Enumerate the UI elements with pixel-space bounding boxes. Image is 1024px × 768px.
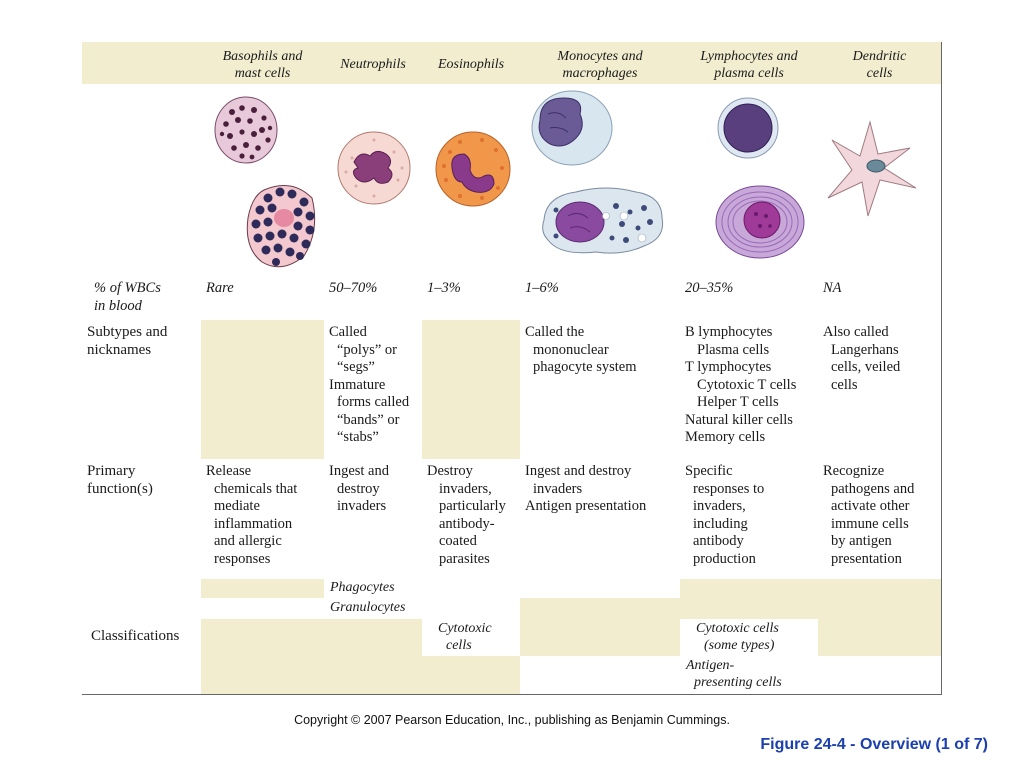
percent-neutrophils: 50–70%: [324, 276, 423, 321]
subtypes-basophils: [201, 320, 325, 460]
granulocytes-band: Granulocytes: [324, 598, 521, 620]
granulocytes-basophils: [201, 598, 325, 620]
granulocytes-rest: [520, 598, 681, 620]
subtypes-dendritic: Also called Langerhans cells, veiled cells: [818, 320, 942, 460]
figure-title: Figure 24-4 - Overview (1 of 7): [760, 736, 988, 753]
monocyte-and-macrophage-icon: [526, 88, 676, 274]
percent-dendritic: NA: [818, 276, 942, 321]
subtypes-monocytes: Called the mononuclear phagocyte system: [520, 320, 681, 460]
cytotoxic-monocytes: [520, 619, 681, 657]
function-monocytes: Ingest and destroy invaders Antigen presentation: [520, 459, 681, 580]
cytotoxic-basophils: [201, 619, 325, 657]
cytotoxic-lymphocytes: Cytotoxic cells (some types): [680, 619, 819, 657]
function-neutrophils: Ingest and destroy invaders: [324, 459, 423, 580]
granulocytes-lymphocytes: [680, 598, 819, 620]
dendritic-cell-icon: [822, 118, 920, 218]
header-monocytes: Monocytes and macrophages: [520, 42, 681, 85]
function-dendritic: Recognize pathogens and activate other immune cells by antigen presentation: [818, 459, 942, 580]
header-basophils: Basophils and mast cells: [201, 42, 325, 85]
header-neutrophils: Neutrophils: [324, 42, 423, 85]
subtypes-neutrophils: Called “polys” or “segs” Immature forms called “bands” or “stabs”: [324, 320, 423, 460]
header-corner: [82, 42, 202, 85]
header-dendritic: Dendritic cells: [818, 42, 942, 85]
phagocytes-basophils: [201, 579, 325, 599]
cytotoxic-dendritic: [818, 619, 942, 657]
lymphocyte-and-plasma-cell-icon: [710, 94, 810, 264]
antigen-neutrophils: [324, 656, 423, 695]
percent-eosinophils: 1–3%: [422, 276, 521, 321]
subtypes-lymphocytes: B lymphocytes Plasma cells T lymphocytes Cytotoxic T cells Helper T cells Natural killer cells Memory cells: [680, 320, 819, 460]
phagocytes-lymphocytes: [680, 579, 819, 599]
function-eosinophils: Destroy invaders, particularly antibody- coated parasites: [422, 459, 521, 580]
function-basophils: Release chemicals that mediate inflammation and allergic responses: [201, 459, 325, 580]
eosinophil-icon: [432, 128, 514, 210]
percent-basophils: Rare: [201, 276, 325, 321]
antigen-presenting-band: Antigen- presenting cells: [520, 656, 942, 695]
basophil-and-mast-cell-icon: [212, 90, 322, 272]
image-row-label: [82, 84, 202, 277]
header-eosinophils: Eosinophils: [422, 42, 521, 85]
row-label-percent: % of WBCs in blood: [82, 276, 202, 321]
percent-monocytes: 1–6%: [520, 276, 681, 321]
row-label-function: Primary function(s): [82, 459, 202, 580]
subtypes-eosinophils: [422, 320, 521, 460]
row-label-classifications: Classifications: [82, 579, 202, 695]
granulocytes-dendritic: [818, 598, 942, 620]
phagocytes-dendritic: [818, 579, 942, 599]
row-label-subtypes: Subtypes and nicknames: [82, 320, 202, 460]
percent-lymphocytes: 20–35%: [680, 276, 819, 321]
cytotoxic-neutrophils: [324, 619, 423, 657]
antigen-eosinophils: [422, 656, 521, 695]
function-lymphocytes: Specific responses to invaders, including antibody production: [680, 459, 819, 580]
header-lymphocytes: Lymphocytes and plasma cells: [680, 42, 819, 85]
cytotoxic-eosinophils: Cytotoxic cells: [422, 619, 521, 657]
neutrophil-icon: [334, 128, 414, 208]
antigen-basophils: [201, 656, 325, 695]
copyright-notice: Copyright © 2007 Pearson Education, Inc., publishing as Benjamin Cummings.: [294, 713, 730, 727]
phagocytes-band: Phagocytes: [324, 579, 681, 599]
